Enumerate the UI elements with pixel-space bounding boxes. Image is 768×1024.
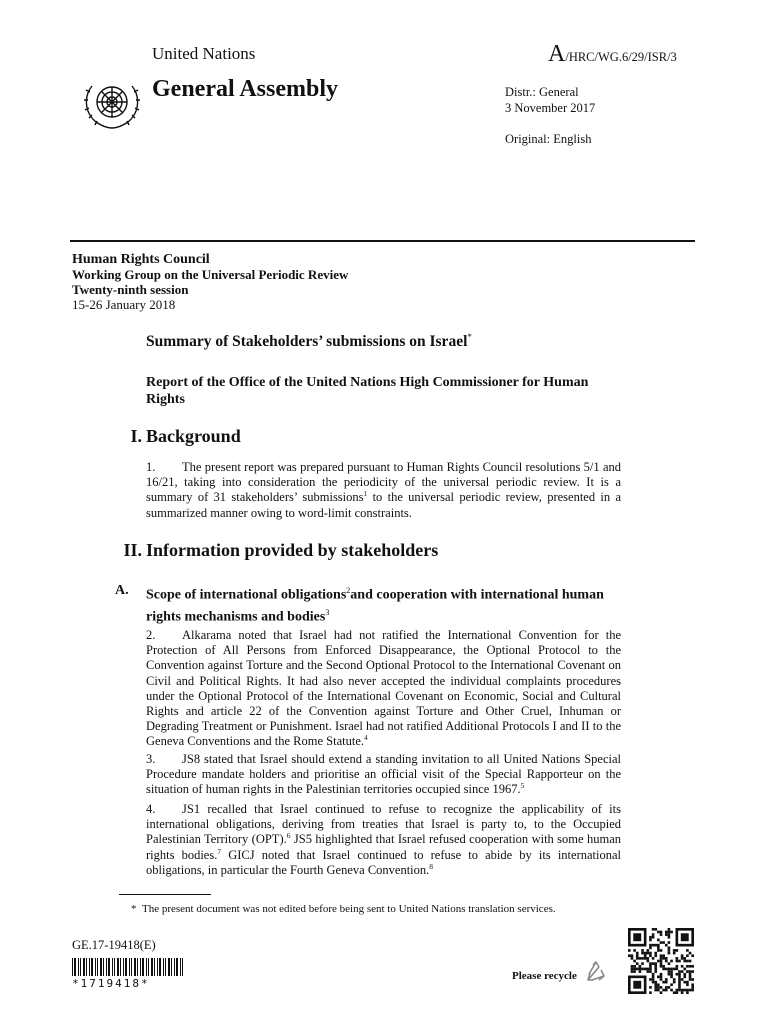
footnote-ref[interactable]: 5 — [520, 781, 525, 791]
footnote-ref[interactable]: 2 — [346, 586, 351, 595]
symbol-letter: A — [548, 41, 566, 67]
paragraph-4 — [146, 802, 621, 878]
paragraph-2 — [146, 628, 621, 750]
footnote-ref[interactable]: 6 — [286, 831, 291, 841]
paragraph-3 — [146, 752, 621, 798]
issue-date: 3 November 2017 — [505, 101, 596, 115]
session-dates: 15-26 January 2018 — [72, 297, 176, 312]
job-number: GE.17-19418(E) — [72, 938, 156, 952]
council-name: Human Rights Council — [72, 252, 210, 267]
recycle-label: Please recycle — [512, 970, 577, 982]
document-title — [146, 332, 472, 351]
paragraph-number: 2. — [146, 628, 156, 642]
paragraph-text: JS5 highlighted that Israel refused cooperation with some human rights bodies. — [146, 832, 621, 862]
subsection-letter: A. — [115, 583, 129, 598]
distribution: Distr.: General — [505, 85, 579, 99]
paragraph-text: to the universal periodic review, presented in a summarized manner owing to word-limit constraints. — [146, 490, 621, 520]
section-title: Background — [146, 426, 241, 446]
footnote-ref[interactable]: 4 — [364, 733, 368, 743]
qr-code-icon — [628, 928, 694, 994]
footnote-ref[interactable]: 3 — [325, 607, 330, 617]
symbol-code: /HRC/WG.6/29/ISR/3 — [565, 50, 677, 64]
barcode-icon — [72, 958, 184, 976]
working-group: Working Group on the Universal Periodic Review — [72, 267, 349, 282]
footnote-ref[interactable]: 1 — [363, 489, 368, 499]
footnote — [131, 903, 556, 915]
recycle-icon — [584, 960, 608, 984]
document-title-text: Summary of Stakeholders’ submissions on Israel — [146, 333, 468, 351]
paragraph-text: Alkarama noted that Israel had not ratified the International Convention for the Protection of All Persons from Enforced Disappearance, the Optional Protocol to the Convention against Torture and the Second Optional Protocol to the International Covenant on Civil and Political Rights. It had also never accepted the individual complaints procedures under the Optional Protocol of the International Covenant on Economic, Social and Cultural Rights and article 22 of the Convention against Torture and Other Cruel, Inhuman or Degrading Treatment or Punishment. Israel had not ratified Additional Protocols I and II to the Geneva Conventions and the Rome Statute. — [146, 628, 621, 749]
footnote-mark: * — [131, 903, 137, 915]
organization-name: United Nations — [152, 44, 256, 63]
paragraph-number: 1. — [146, 460, 156, 474]
session: Twenty-ninth session — [72, 282, 189, 297]
paragraph-number: 3. — [146, 752, 156, 766]
subsection-title: Scope of international obligations$^2$and cooperation with international human rights mechanisms and bodies$^3$ — [146, 586, 604, 625]
paragraph-number: 4. — [146, 802, 156, 816]
paragraph-text: The present report was prepared pursuant to Human Rights Council resolutions 5/1 and 16/21, taking into consideration the periodicity of the universal periodic review. It is a summary of 31 stakeholders’ submissions — [146, 460, 621, 505]
council-block — [72, 252, 348, 312]
paragraph-text: JS1 recalled that Israel continued to refuse to recognize the applicability of its international obligations, deriving from treaties that Israel is party to, to the Occupied Palestinian Territory (OPT). — [146, 802, 621, 847]
distribution-block — [505, 84, 595, 147]
report-subtitle: Report of the Office of the United Nations High Commissioner for Human Rights — [146, 375, 589, 407]
document-title-footnote-mark: * — [467, 332, 472, 342]
footnote-text: The present document was not edited before being sent to United Nations translation services. — [142, 903, 556, 915]
section-title: Information provided by stakeholders — [146, 540, 439, 560]
section-number: II. — [123, 540, 142, 560]
footnote-ref[interactable]: 8 — [429, 861, 434, 871]
footnote-divider — [119, 894, 211, 895]
document-symbol — [548, 41, 677, 67]
paragraph-text: GICJ noted that Israel continued to refuse to abide by its international obligations, in particular the Fourth Geneva Convention. — [146, 847, 621, 877]
original-language: Original: English — [505, 132, 592, 146]
section-number: I. — [130, 426, 142, 446]
footnote-ref[interactable]: 7 — [217, 846, 222, 856]
header-divider — [70, 240, 695, 242]
paragraph-text: JS8 stated that Israel should extend a standing invitation to all United Nations Special Procedure mandate holders and prioritise an official visit of the Special Rapporteur on the situation of human rights in the Palestinian territories occupied since 1967. — [146, 752, 621, 797]
un-emblem-icon — [78, 76, 146, 132]
barcode-text: *1719418* — [72, 977, 150, 990]
paragraph-1 — [146, 460, 621, 521]
body-title: General Assembly — [152, 76, 338, 102]
